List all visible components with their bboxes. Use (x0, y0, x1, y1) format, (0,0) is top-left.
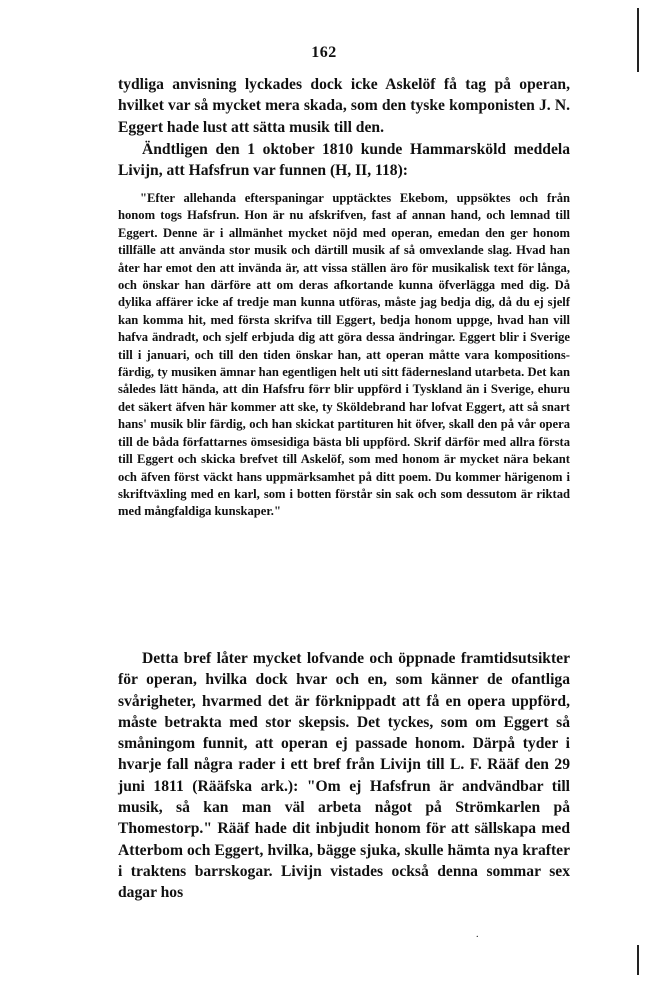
page-edge-line-top (637, 8, 639, 72)
paragraph-commentary: Detta bref låter mycket lofvande och öppnade framtidsutsikter för operan, hvilka dock hvar och en, som känner de ofantliga svårigheter, hvarmed det är förknippadt att få en opera uppförd, måste betrakta med stor skepsis. Det tyckes, som om Eggert så småningom funnit, att operan ej passade honom. Därpå tyder i hvarje fall några rader i ett bref från Livijn till L. F. Rääf den 29 juni 1811 (Rääfska ark.): "Om ej Hafsfrun är andvändbar till musik, så kan man väl arbeta något på Strömkarlen på Thomestorp." Rääf hade dit inbjudit honom för att sällskapa med Atterbom och Eggert, hvilka, bägge sjuka, skulle hämta nya krafter i traktens barrskogar. Livijn vistades också denna sommar sex dagar hos (118, 650, 570, 902)
paragraph-october-letter-intro: Ändtligen den 1 oktober 1810 kunde Hammarsköld meddela Livijn, att Hafsfrun var funnen (H, II, 118): (118, 141, 570, 180)
page-edge-line-bottom (637, 945, 639, 975)
block-quote-letter: "Efter allehanda efterspaningar upptäcktes Ekebom, uppsöktes och från honom togs Hafsfrun. Hon är nu afskrifven, fast af annan hand, och lemnad till Eggert. Denne är i allmänhet mycket nöjd med operan, emedan den ger honom tillfälle att använda stor musik och därtill musik af så omvexlande slag. Hvad han åter har emot den att invända är, att vissa ställen äro för musikalisk text för långa, och önskar han därföre att om deras afkortande kunna öfverlägga med dig. Då dylika affärer icke af tredje man kunna utföras, måste jag bedja dig, då du ej sjelf kan komma hit, med första skrifva till Eggert, bedja honom uppge, hvad han vill hafva ändradt, och sjelf erbjuda dig att göra dessa ändringar. Eggert blir i Sverige till i januari, och till den tiden önskar han, att operan måtte vara kompositionsfärdig, ty musiken ämnar han egentligen helt uti sitt fädernesland utarbeta. Det kan således lätt hända, att din Hafsfru förr blir uppförd i Tyskland än i Sverige, ehuru det säkert äfven här kommer att ske, ty Sköldebrand har lofvat Eggert, att så snart hans' musik blir färdig, och han skickat partituren hit öfver, skall den på vår opera till de båda författarnes ömsesidiga bästa bli uppförd. Skrif därför med allra första till Eggert och skicka brefvet till Askelöf, som med honom är mycket nära bekant och äfven först väckt hans uppmärksamhet på ditt poem. Du kommer härigenom i skriftväxling med en karl, som i botten förstår sin sak och som dessutom är riktad med mångfaldiga kunskaper." (118, 191, 570, 519)
stray-print-mark: . (476, 929, 479, 940)
paragraph-continuation: tydliga anvisning lyckades dock icke Askelöf få tag på operan, hvilket var så mycket mera skada, som den tyske komponisten J. N. Eggert hade lust att sätta musik till den. (118, 76, 570, 136)
page-number: 162 (311, 44, 337, 61)
